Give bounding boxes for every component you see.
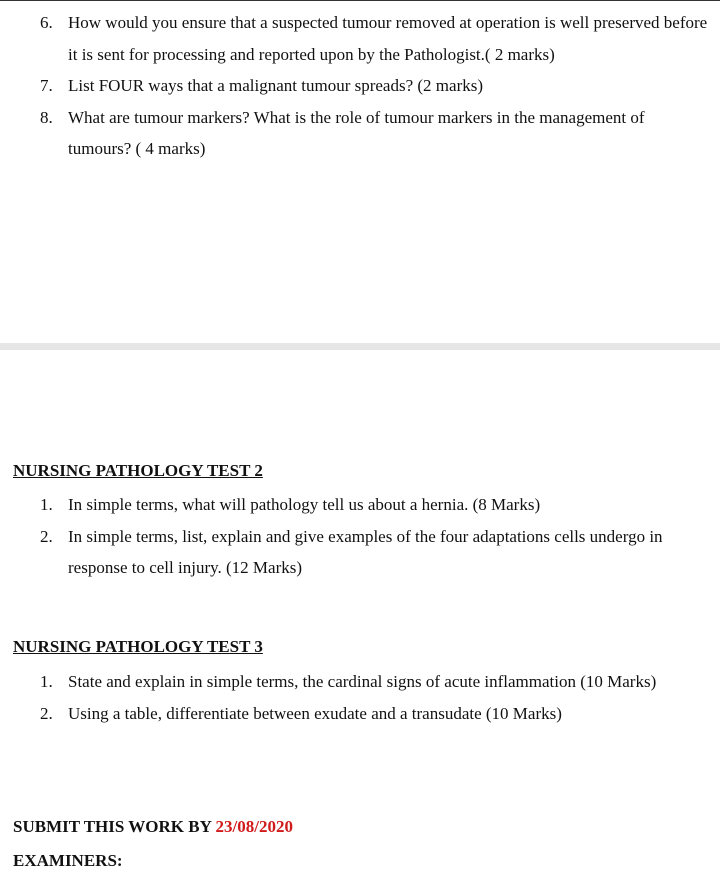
question-item (0, 70, 720, 102)
question-number: 8. (40, 107, 53, 127)
question-text: List FOUR ways that a malignant tumour spreads? (2 marks) (68, 76, 484, 95)
question-item (0, 7, 720, 70)
question-number: 1. (40, 495, 53, 514)
submit-deadline (13, 815, 293, 839)
document-page-bottom (0, 350, 720, 870)
question-number: 6. (40, 13, 53, 32)
question-text: How would you ensure that a suspected tumour removed at operation is well preserved before it is sent for processing and reported upon by the Pathologist.( 2 marks) (68, 13, 708, 64)
question-item (0, 666, 720, 698)
question-number: 2. (40, 526, 53, 546)
question-number: 7. (40, 76, 53, 95)
question-text: In simple terms, list, explain and give examples of the four adaptations cells undergo in response to cell injury. (12 Marks) (68, 526, 663, 577)
question-list-previous (0, 7, 720, 165)
submit-label: SUBMIT THIS WORK BY (13, 817, 216, 836)
test2-heading: NURSING PATHOLOGY TEST 2 (13, 461, 263, 480)
examiners-label: EXAMINERS: (13, 851, 123, 870)
question-list-test2 (0, 489, 720, 584)
deadline-date: 23/08/2020 (215, 817, 293, 836)
question-number: 2. (40, 703, 53, 723)
question-text: State and explain in simple terms, the cardinal signs of acute inflammation (10 Marks) (68, 672, 657, 691)
question-text: What are tumour markers? What is the role of tumour markers in the management of tumours? ( 4 marks) (68, 107, 645, 158)
page-separator (0, 343, 720, 350)
question-item (0, 102, 720, 165)
test3-heading: NURSING PATHOLOGY TEST 3 (13, 637, 263, 656)
question-item (0, 521, 720, 584)
question-list-test3 (0, 666, 720, 729)
question-number: 1. (40, 672, 53, 691)
document-page-top (0, 0, 720, 343)
question-item (0, 489, 720, 521)
question-item (0, 698, 720, 730)
question-text: Using a table, differentiate between exudate and a transudate (10 Marks) (68, 703, 562, 723)
question-text: In simple terms, what will pathology tell us about a hernia. (8 Marks) (68, 495, 541, 514)
